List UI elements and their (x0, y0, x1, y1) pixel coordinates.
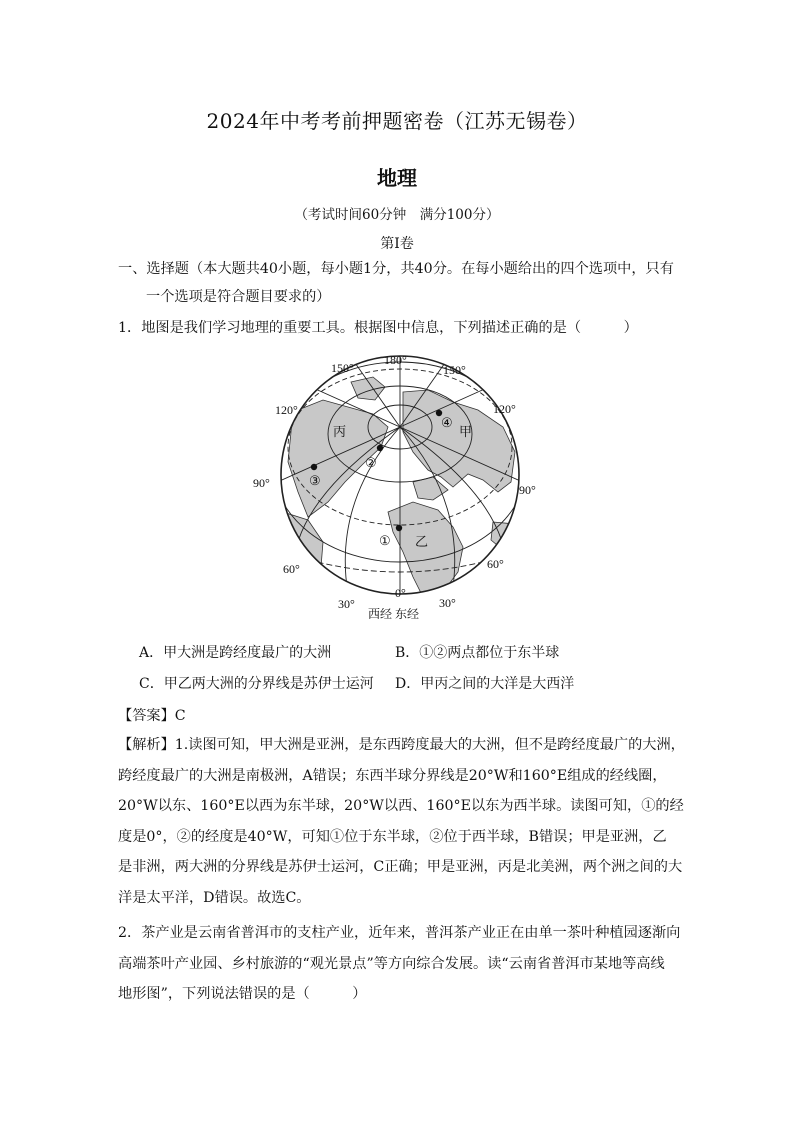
option-c: C．甲乙两大洲的分界线是苏伊士运河 (139, 676, 374, 692)
lon-label-180: 180° (384, 353, 407, 367)
lon-label-120-right: 120° (493, 402, 516, 416)
continent-label-jia: 甲 (459, 425, 473, 440)
point-2-marker (377, 445, 383, 451)
volume-label: 第Ⅰ卷 (380, 236, 414, 252)
continent-label-bing: 丙 (333, 425, 347, 440)
answer-line: 【答案】C (118, 708, 186, 724)
point-1-marker (396, 525, 402, 531)
question-2-line-2: 高端茶叶产业园、乡村旅游的“观光景点”等方向综合发展。读“云南省普洱市某地等高线 (118, 955, 665, 972)
exam-info: （考试时间60分钟 满分100分） (294, 207, 500, 223)
analysis-line-3: 20°W以东、160°E以西为东半球，20°W以西、160°E以东为西半球。读图可知，①的经 (118, 798, 684, 814)
lon-label-90-right: 90° (519, 483, 536, 497)
question-2-line-3: 地形图”，下列说法错误的是（ ） (118, 986, 367, 1002)
lon-label-90-left: 90° (253, 476, 270, 490)
question-2-line-1: 2．茶产业是云南省普洱市的支柱产业，近年来，普洱茶产业正在由单一茶叶种植园逐渐向 (118, 925, 681, 941)
analysis-line-4: 度是0°，②的经度是40°W，可知①位于东半球，②位于西半球，B错误；甲是亚洲，乙 (118, 828, 667, 845)
lon-label-150-left: 150° (331, 361, 354, 375)
option-d: D．甲丙之间的大洋是大西洋 (395, 676, 575, 692)
page-title: 2024年中考考前押题密卷（江苏无锡卷） (206, 109, 588, 133)
lon-label-0: 0° (395, 586, 406, 600)
continent-label-yi: 乙 (415, 535, 429, 550)
point-label-3: ③ (309, 474, 321, 489)
lon-label-150-right: 150° (443, 363, 466, 377)
analysis-paragraph (118, 730, 710, 913)
analysis-line-1: 【解析】1.读图可知，甲大洲是亚洲，是东西跨度最大的大洲，但不是跨经度最广的大洲， (118, 737, 685, 753)
section-instruction-line2: 一个选项是符合题目要求的） (146, 289, 331, 305)
point-label-2: ② (365, 456, 377, 471)
lon-label-60-right: 60° (487, 557, 504, 571)
subject-heading: 地理 (377, 166, 417, 190)
lon-label-30-left: 30° (338, 597, 355, 611)
lon-label-60-left: 60° (283, 562, 300, 576)
hemisphere-legend: 西经 东经 (368, 607, 420, 621)
option-b: B．①②两点都位于东半球 (395, 645, 560, 661)
analysis-line-6: 洋是太平洋，D错误。故选C。 (118, 889, 311, 906)
point-label-1: ① (379, 534, 391, 549)
question-1-stem: 1．地图是我们学习地理的重要工具。根据图中信息，下列描述正确的是（ ） (118, 320, 638, 336)
point-label-4: ④ (441, 416, 453, 431)
analysis-line-2: 跨经度最广的大洲是南极洲，A错误；东西半球分界线是20°W和160°E组成的经线圈， (118, 767, 667, 784)
question-2-stem (118, 918, 710, 1010)
lon-label-30-right: 30° (439, 596, 456, 610)
lon-label-120-left: 120° (275, 403, 298, 417)
analysis-line-5: 是非洲，两大洲的分界线是苏伊士运河，C正确；甲是亚洲，丙是北美洲，两个洲之间的大 (118, 859, 683, 875)
globe-map (253, 352, 543, 622)
option-a: A．甲大洲是跨经度最广的大洲 (139, 645, 332, 661)
point-3-marker (311, 464, 317, 470)
section-instruction-line1: 一、选择题（本大题共40小题，每小题1分，共40分。在每小题给出的四个选项中，只有 (118, 261, 674, 277)
